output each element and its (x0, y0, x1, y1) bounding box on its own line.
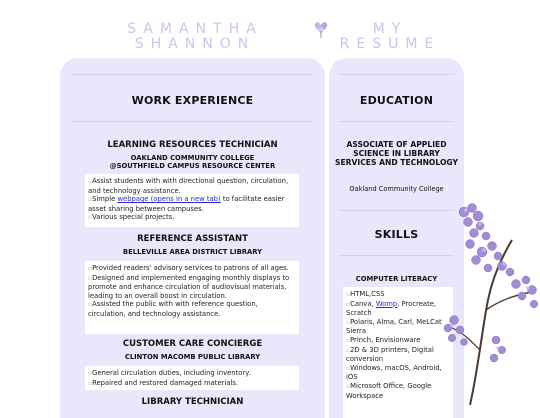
header-name-line1: SAMANTHA (127, 21, 263, 37)
job-duties-list (85, 366, 299, 390)
lilac-flower-icon (313, 21, 329, 39)
duty-item: ▫ Designed and implemented engaging monthly displays to promote and enhance circulation of audiovisual materials, leading to an overall boost in circulation. (88, 274, 296, 301)
webpage-link[interactable]: webpage (opens in a new tab) (117, 195, 221, 204)
skill-item: ▫ Windows, macOS, Android, iOS (346, 364, 450, 382)
header-resume-line2: RESUME (339, 36, 441, 52)
divider (339, 210, 454, 211)
divider (72, 74, 313, 75)
job-title: REFERENCE ASSISTANT (137, 234, 248, 244)
skill-item: ▫ Polaris, Alma, Carl, MeLCat Sierra (346, 318, 450, 336)
duty-text: Simple (92, 195, 118, 204)
work-experience-panel (60, 58, 325, 418)
duty-text: to facilitate easier asset sharing between campuses. (88, 195, 285, 213)
duty-item: ▫ Assisted the public with with reference question, circulation, and technology assistance. (88, 300, 296, 318)
job-duties-list (85, 174, 299, 227)
divider (72, 121, 313, 122)
skills-list (343, 287, 453, 418)
header-resume-title (330, 22, 450, 52)
skill-item (346, 300, 450, 318)
duty-item: ▫ Assist students with with directional question, circulation, and technology assistance. (88, 177, 296, 195)
job-organization: OAKLAND COMMUNITY COLLEGE (130, 154, 255, 162)
divider (339, 74, 454, 75)
skill-item: ▫ Microsoft Office, Google Workspace (346, 382, 450, 400)
duty-item: ▫ Provided readers' advisory services to patrons of all ages. (88, 264, 296, 274)
skill-item: ▫ Princh, Envisionware (346, 336, 450, 346)
school-name: Oakland Community College (349, 185, 444, 193)
divider (339, 255, 454, 256)
skill-item: ▫ HTML,CSS (346, 290, 450, 300)
job-title: CUSTOMER CARE CONCIERGE (122, 339, 263, 349)
skill-text: Canva, (350, 299, 376, 308)
divider (339, 121, 454, 122)
skills-heading: SKILLS (374, 228, 419, 241)
job-duties-list (85, 261, 299, 334)
lilac-branch-illustration (440, 200, 540, 405)
job-organization: CLINTON MACOMB PUBLIC LIBRARY (124, 353, 261, 361)
education-heading: EDUCATION (359, 94, 434, 107)
skill-text: , Procreate, Scratch (346, 299, 437, 318)
duty-item: ▫ Repaired and restored damaged materials. (88, 379, 296, 389)
work-experience-heading: WORK EXPERIENCE (131, 94, 254, 107)
degree-title: ASSOCIATE OF APPLIED SCIENCE IN LIBRARY SERVICES AND TECHNOLOGY (335, 140, 458, 168)
skill-item: ▫ 2D & 3D printers, Digital conversion (346, 346, 450, 364)
duty-item: ▫ Various special projects. (88, 213, 296, 223)
duty-item: ▫ General circulation duties, including inventory. (88, 369, 296, 379)
header-name (110, 22, 280, 52)
job-title: LIBRARY TECHNICIAN (141, 397, 244, 407)
header-resume-line1: MY (372, 21, 408, 37)
job-title: LEARNING RESOURCES TECHNICIAN (107, 140, 278, 150)
header-name-line2: SHANNON (134, 36, 256, 52)
job-organization-line2: @SOUTHFIELD CAMPUS RESOURCE CENTER (109, 162, 276, 170)
computer-literacy-heading: COMPUTER LITERACY (355, 275, 438, 283)
job-organization: BELLEVILLE AREA DISTRICT LIBRARY (122, 248, 263, 256)
womp-link[interactable]: Womp (375, 299, 398, 308)
duty-item (88, 195, 296, 213)
